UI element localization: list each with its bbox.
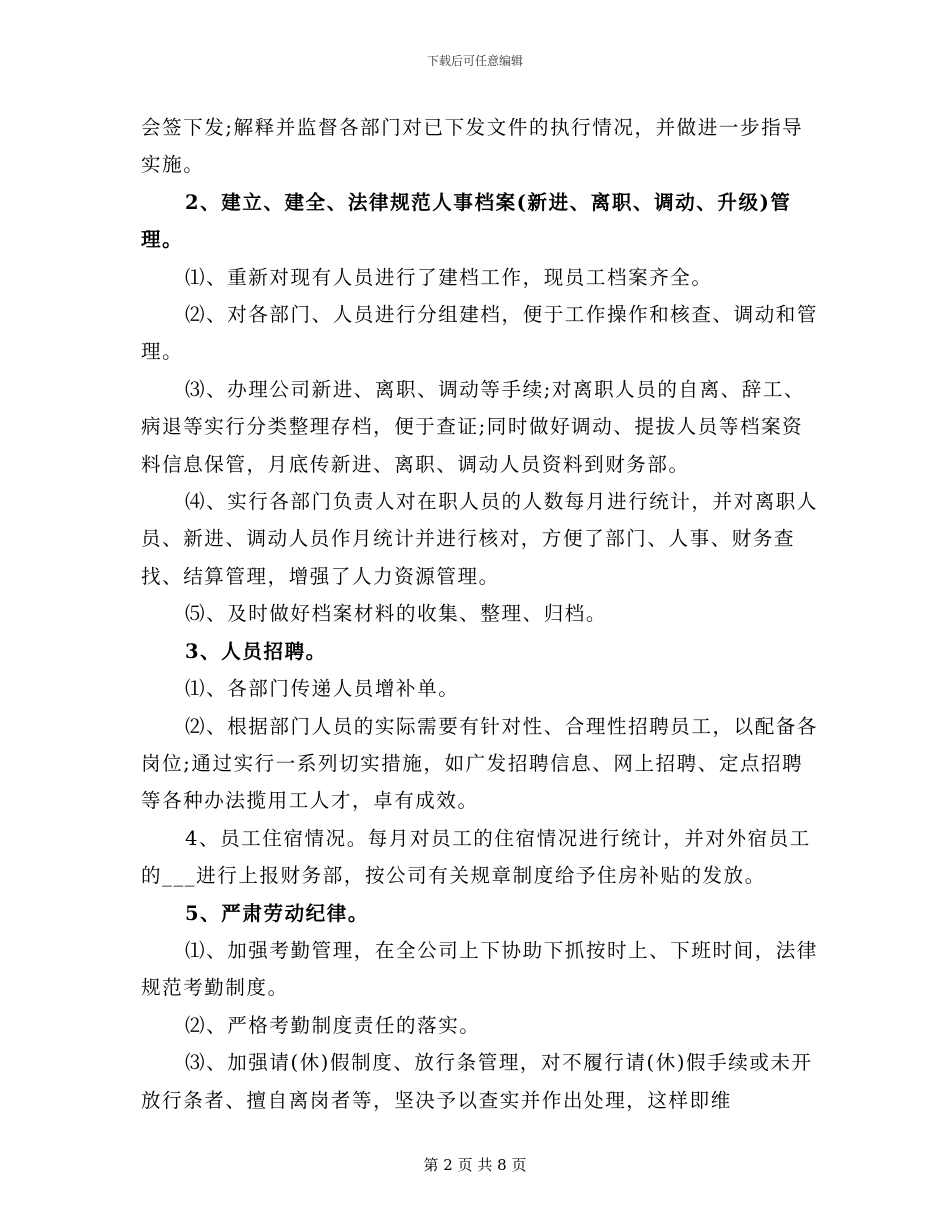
page-footer: 第 2 页 共 8 页	[423, 1156, 527, 1174]
paragraph: ⑷、实行各部门负责人对在职人员的人数每月进行统计，并对离职人员、新进、调动人员作月统计并进行核对，方便了部门、人事、财务查找、结算管理，增强了人力资源管理。	[141, 490, 819, 588]
paragraph: ⑴、重新对现有人员进行了建档工作，现员工档案齐全。	[185, 265, 713, 289]
paragraph: ⑵、严格考勤制度责任的落实。	[185, 1013, 481, 1037]
paragraph: ⑵、根据部门人员的实际需要有针对性、合理性招聘员工，以配备各岗位;通过实行一系列切实措施，如广发招聘信息、网上招聘、定点招聘等各种办法揽用工人才，卓有成效。	[141, 714, 819, 813]
page-header: 下载后可任意编辑	[426, 54, 523, 68]
section-heading: 3、人员招聘。	[185, 639, 327, 663]
paragraph: ⑸、及时做好档案材料的收集、整理、归档。	[185, 602, 608, 626]
paragraph: ⑶、办理公司新进、离职、调动等手续;对离职人员的自离、辞工、病退等实行分类整理存档，便于查证;同时做好调动、提拔人员等档案资料信息保管，月底传新进、离职、调动人员资料到财务部。	[141, 377, 806, 476]
paragraph: ⑴、加强考勤管理，在全公司上下协助下抓按时上、下班时间，法律规范考勤制度。	[141, 938, 819, 1000]
paragraph: ⑶、加强请(休)假制度、放行条管理，对不履行请(休)假手续或未开放行条者、擅自离岗者等，坚决予以查实并作出处理，这样即维	[141, 1051, 813, 1112]
document-body	[141, 109, 821, 1119]
paragraph: 4、员工住宿情况。每月对员工的住宿情况进行统计，并对外宿员工的___进行上报财务部，按公司有关规章制度给予住房补贴的发放。	[141, 826, 811, 888]
paragraph: ⑴、各部门传递人员增补单。	[185, 677, 460, 701]
paragraph: ⑵、对各部门、人员进行分组建档，便于工作操作和核查、调动和管理。	[141, 303, 819, 364]
section-heading: 2、建立、建全、法律规范人事档案(新进、离职、调动、升级)管理。	[141, 190, 792, 252]
section-heading: 5、严肃劳动纪律。	[185, 901, 369, 925]
paragraph: 会签下发;解释并监督各部门对已下发文件的执行情况，并做进一步指导实施。	[141, 116, 804, 177]
